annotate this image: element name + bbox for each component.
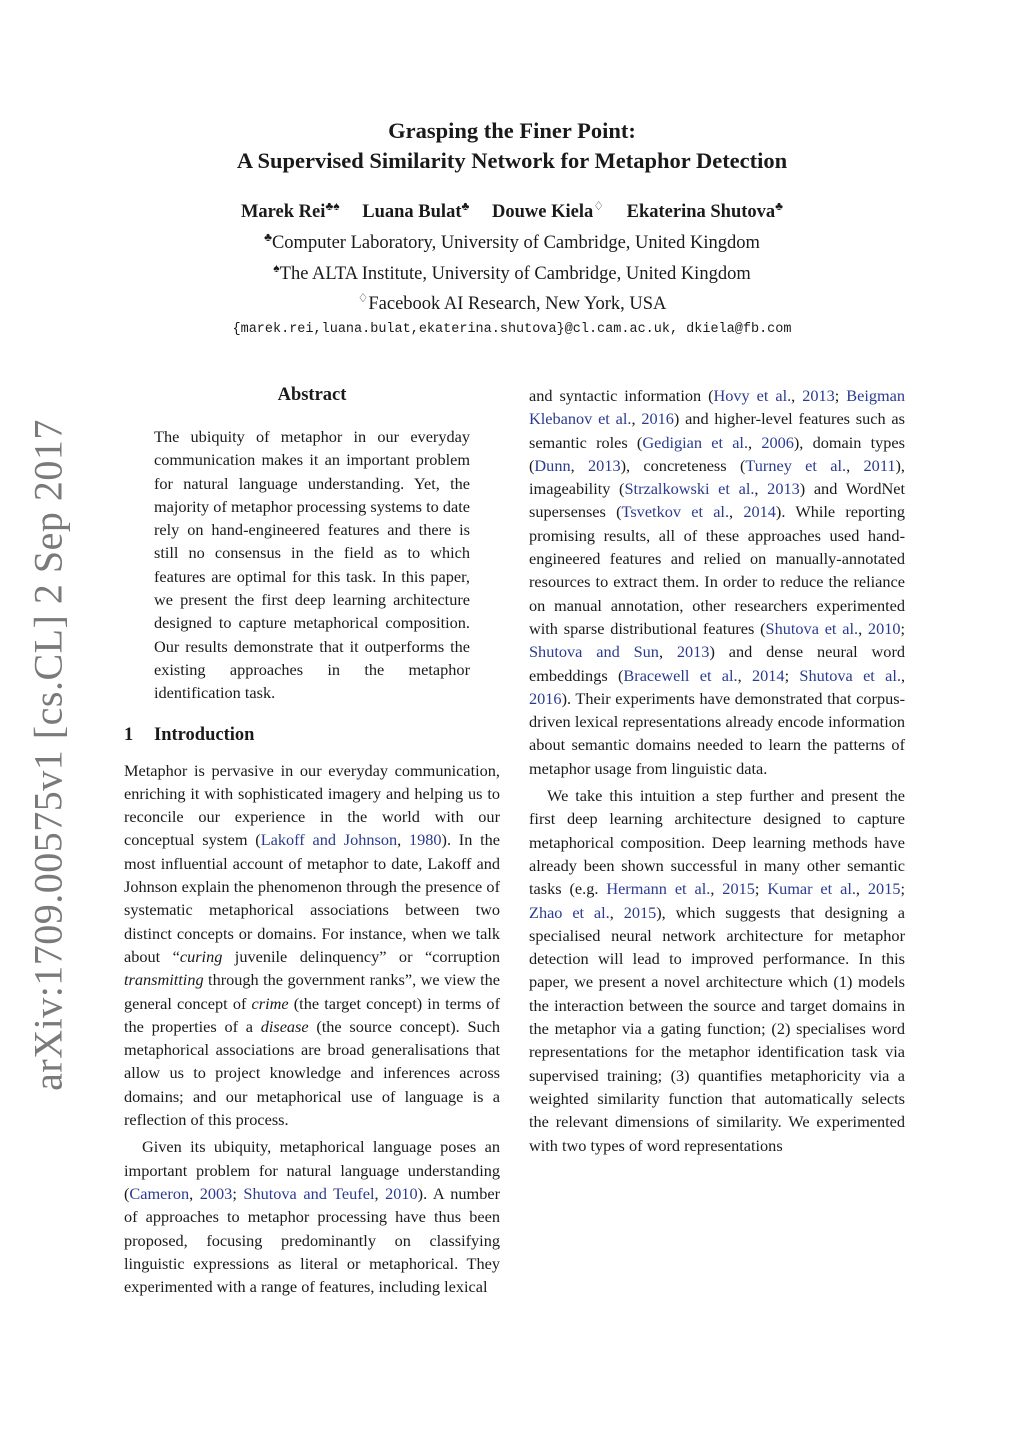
body-text: , — [658, 642, 677, 662]
arxiv-identifier: arXiv:1709.00575v1 [cs.CL] 2 Sep 2017 — [25, 419, 71, 1091]
emphasis-text: crime — [251, 993, 289, 1013]
body-text: , — [397, 830, 409, 850]
author-list — [0, 193, 1024, 225]
body-text: ) and WordNet supersenses ( — [529, 479, 905, 522]
title-line-2: A Supervised Similarity Network for Metaphor Detection — [236, 148, 788, 173]
citation-link[interactable]: Lakoff and Johnson — [260, 830, 398, 850]
citation-link[interactable]: Bracewell et al. — [623, 665, 738, 685]
paper-header — [0, 116, 1024, 340]
emphasis-text: disease — [260, 1016, 309, 1036]
affiliation: ♣Computer Laboratory, University of Cambridge, United Kingdom — [264, 230, 760, 254]
intro-paragraph-1 — [124, 759, 500, 1132]
citation-link[interactable]: Shutova et al. — [799, 665, 901, 685]
citation-link[interactable]: 2013 — [767, 479, 800, 499]
body-text: , — [710, 879, 723, 899]
body-text: , — [748, 432, 762, 452]
citation-link[interactable]: Strzalkowski et al. — [624, 479, 755, 499]
citation-link[interactable]: 2016 — [641, 409, 674, 429]
body-text: ), domain types ( — [529, 432, 905, 475]
citation-link[interactable]: 2011 — [863, 455, 896, 475]
body-text: , — [900, 665, 906, 685]
body-text: , — [729, 502, 744, 522]
citation-link[interactable]: Tsvetkov et al. — [621, 502, 730, 522]
section-number: 1 — [124, 724, 134, 745]
citation-link[interactable]: Kumar et al. — [767, 879, 856, 899]
body-text: ). Their experiments have demonstrated that corpus-driven lexical representations already encode information about semantic domains needed to learn the patterns of metaphor usage from linguistic data. — [529, 688, 905, 778]
title-line-1: Grasping the Finer Point: — [388, 118, 636, 143]
citation-link[interactable]: Gedigian et al. — [642, 432, 749, 452]
citation-link[interactable]: 2006 — [761, 432, 794, 452]
affiliation: ♢Facebook AI Research, New York, USA — [357, 291, 667, 315]
body-text: (the source concept). Such metaphorical associations are broad generalisations that allow us to project knowledge and inferences across domains; and our metaphorical use of language is a reflection of this process. — [124, 1016, 501, 1130]
body-text: ), concreteness ( — [620, 455, 746, 475]
abstract-heading: Abstract — [277, 385, 347, 405]
body-text: ; — [784, 665, 800, 685]
citation-link[interactable]: Hovy et al. — [713, 386, 792, 405]
intro-paragraph-3 — [529, 784, 905, 1157]
citation-link[interactable]: Turney et al. — [745, 455, 847, 475]
citation-link[interactable]: 2014 — [752, 665, 785, 685]
intro-paragraph-2 — [124, 1135, 500, 1298]
author-emails: {marek.rei,luana.bulat,ekaterina.shutova}@cl.cam.ac.uk, dkiela@fb.com — [232, 322, 792, 338]
citation-link[interactable]: Shutova and Sun — [529, 642, 659, 662]
citation-link[interactable]: 2015 — [623, 902, 657, 922]
body-text: through the government ranks”, we view the general concept of — [124, 970, 500, 1013]
citation-link[interactable]: Zhao et al. — [529, 902, 610, 922]
citation-link[interactable]: Dunn — [534, 455, 571, 475]
citation-link[interactable]: Shutova et al. — [765, 618, 859, 638]
body-text: ; — [900, 618, 906, 638]
citation-link[interactable]: 2014 — [743, 502, 776, 522]
left-column — [124, 384, 500, 1298]
section-title: Introduction — [154, 724, 255, 745]
arxiv-sidebar — [18, 419, 78, 1091]
citation-link[interactable]: 1980 — [408, 830, 442, 850]
body-text: , — [855, 879, 868, 899]
body-text: , — [754, 479, 768, 499]
body-text: (the target concept) in terms of the properties of a — [124, 993, 500, 1036]
body-text: ), imageability ( — [529, 455, 905, 499]
citation-link[interactable]: 2013 — [676, 642, 710, 662]
body-text: ) and dense neural word embeddings ( — [529, 642, 906, 685]
emphasis-text: transmitting — [124, 970, 204, 990]
author: Marek Rei♣♠ — [240, 199, 340, 223]
body-text: Metaphor is pervasive in our everyday communication, enriching it with sophisticated imagery and helping us to reconcile our experience in the world with our conceptual system ( — [124, 760, 500, 850]
citation-link[interactable]: Shutova and Teufel — [243, 1183, 375, 1203]
citation-link[interactable]: 2015 — [722, 879, 755, 899]
citation-link[interactable]: 2010 — [385, 1183, 418, 1203]
body-text: ; — [900, 879, 905, 899]
citation-link[interactable]: 2015 — [867, 879, 901, 899]
body-text: ). A number of approaches to metaphor processing have thus been proposed, focusing predominantly on classifying linguistic expressions as literal or metaphorical. They experimented with a range of features, including lexical — [124, 1183, 500, 1297]
citation-link[interactable]: 2016 — [529, 688, 562, 708]
body-text: , — [189, 1183, 200, 1203]
abstract-text: The ubiquity of metaphor in our everyday communication makes it an important problem for natural language understanding. Yet, the majority of metaphor processing systems to date rely on hand-engineered features and there is still no consensus in the field as to which features are optimal for this task. In this paper, we present the first deep learning architecture designed to capture metaphorical composition. Our results demonstrate that it outperforms the existing approaches in the metaphor identification task. — [154, 427, 470, 703]
citation-link[interactable]: 2003 — [199, 1183, 233, 1203]
body-text: ; — [754, 879, 768, 899]
author: Douwe Kiela♢ — [492, 199, 604, 223]
citation-link[interactable]: Cameron — [129, 1183, 190, 1203]
body-text: , — [737, 665, 752, 685]
body-text: ). In the most influential account of metaphor to date, Lakoff and Johnson explain the phenomenon through the presence of systematic metaphorical associations between two distinct concepts or domains. For instance, when we talk about “ — [124, 830, 501, 966]
body-text: ). While reporting promising results, all of these approaches used hand-engineered features and relied on manually-annotated resources to extract them. In order to reduce the reliance on manual annotation, other researchers experimented with sparse distributional features ( — [529, 502, 906, 638]
author: Ekaterina Shutova♣ — [626, 199, 784, 223]
right-column — [529, 384, 905, 1157]
body-text: Given its ubiquity, metaphorical language poses an important problem for natural language understanding ( — [124, 1137, 500, 1203]
citation-link[interactable]: Hermann et al. — [606, 879, 711, 899]
body-text: ; — [834, 386, 847, 405]
citation-link[interactable]: Beigman Klebanov et al. — [529, 386, 906, 429]
body-text: , — [846, 455, 864, 475]
paper-title — [0, 116, 1024, 176]
author: Luana Bulat♣ — [362, 199, 470, 223]
body-text: , — [609, 902, 624, 922]
body-text: ), which suggests that designing a specialised neural network architecture for metaphor detection will lead to improved performance. In this paper, we present a novel architecture which (1) models the interaction between the source and target domains in the metaphor via a gating function; (2) specialises word representations for the metaphor identification task via supervised training; (3) quantifies metaphoricity via a weighted similarity function that automatically selects the relevant dimensions of similarity. We experimented with two types of word representations — [529, 902, 906, 1155]
body-text: , — [570, 455, 589, 475]
section-heading — [124, 723, 500, 747]
body-text: We take this intuition a step further and present the first deep learning architecture designed to capture metaphorical composition. Deep learning methods have already been shown successful in many other semantic tasks (e.g. — [529, 786, 905, 899]
body-text: , — [631, 409, 642, 429]
citation-link[interactable]: 2013 — [588, 455, 621, 475]
body-text: juvenile delinquency” or “corruption — [222, 946, 500, 966]
body-text: , — [374, 1183, 386, 1203]
body-text: and syntactic information ( — [529, 386, 714, 405]
citation-link[interactable]: 2010 — [867, 618, 901, 638]
citation-link[interactable]: 2013 — [802, 386, 835, 405]
body-text: , — [791, 386, 803, 405]
body-text: ) and higher-level features such as semantic roles ( — [529, 409, 905, 452]
emphasis-text: curing — [179, 946, 223, 966]
body-text: ; — [232, 1183, 244, 1203]
intro-paragraph-2-continued — [529, 384, 905, 780]
body-text: , — [858, 618, 868, 638]
affiliation: ♠The ALTA Institute, University of Cambridge, United Kingdom — [273, 260, 751, 284]
